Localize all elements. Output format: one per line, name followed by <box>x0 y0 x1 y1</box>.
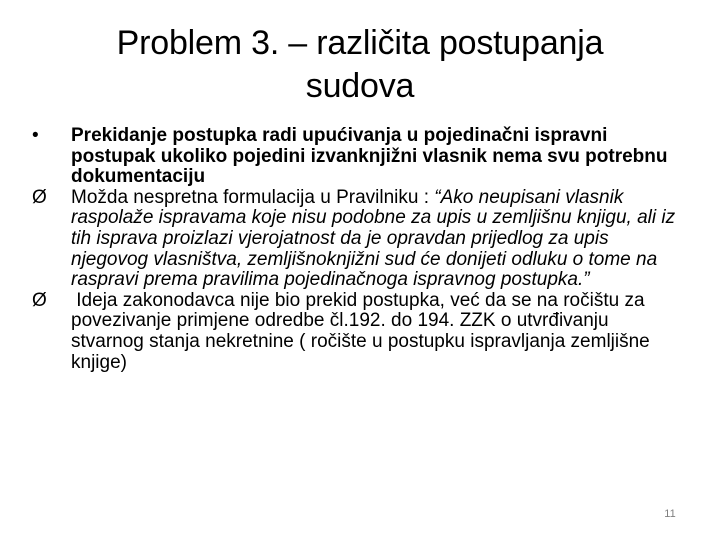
page-number: 11 <box>664 508 676 520</box>
bullet-dot-icon: • <box>32 125 39 146</box>
bullet-item-2 <box>30 188 690 291</box>
bullet-text-2-prefix: Možda nespretna formulacija u Pravilniku : <box>71 186 435 208</box>
slide-body <box>30 126 690 373</box>
slide-title: Problem 3. – različita postupanja sudova <box>116 24 604 105</box>
arrow-bullet-icon: Ø <box>32 186 47 208</box>
bullet-item-3 <box>30 291 690 373</box>
pravilnik-quote: “Ako neupisani vlasnik raspolaže ispravama koje nisu podobne za upis u zemljišnu knjigu, ali iz tih isprava proizlazi vjerojatnost da je opravdan prijedlog za upis njegovog vlasništva, zemljišnoknjižni sud će donijeti odluku o tome na raspravi prema pravilima pojedinačnoga ispravnog postupka.” <box>71 186 676 291</box>
bullet-text-3: Ideja zakonodavca nije bio prekid postupka, već da se na ročištu za povezivanje primjene odredbe čl.192. do 194. ZZK o utvrđivanju stvarnog stanja nekretnine ( ročište u postupku ispravljanja zemljišne knjige) <box>71 289 656 373</box>
bullet-item-1 <box>30 126 690 188</box>
arrow-bullet-icon: Ø <box>32 289 47 311</box>
bullet-text-2 <box>71 187 675 290</box>
bullet-text-1: Prekidanje postupka radi upućivanja u pojedinačni ispravni postupak ukoliko pojedini izvanknjižni vlasnik nema svu potrebnu dokumentaciju <box>71 125 668 188</box>
